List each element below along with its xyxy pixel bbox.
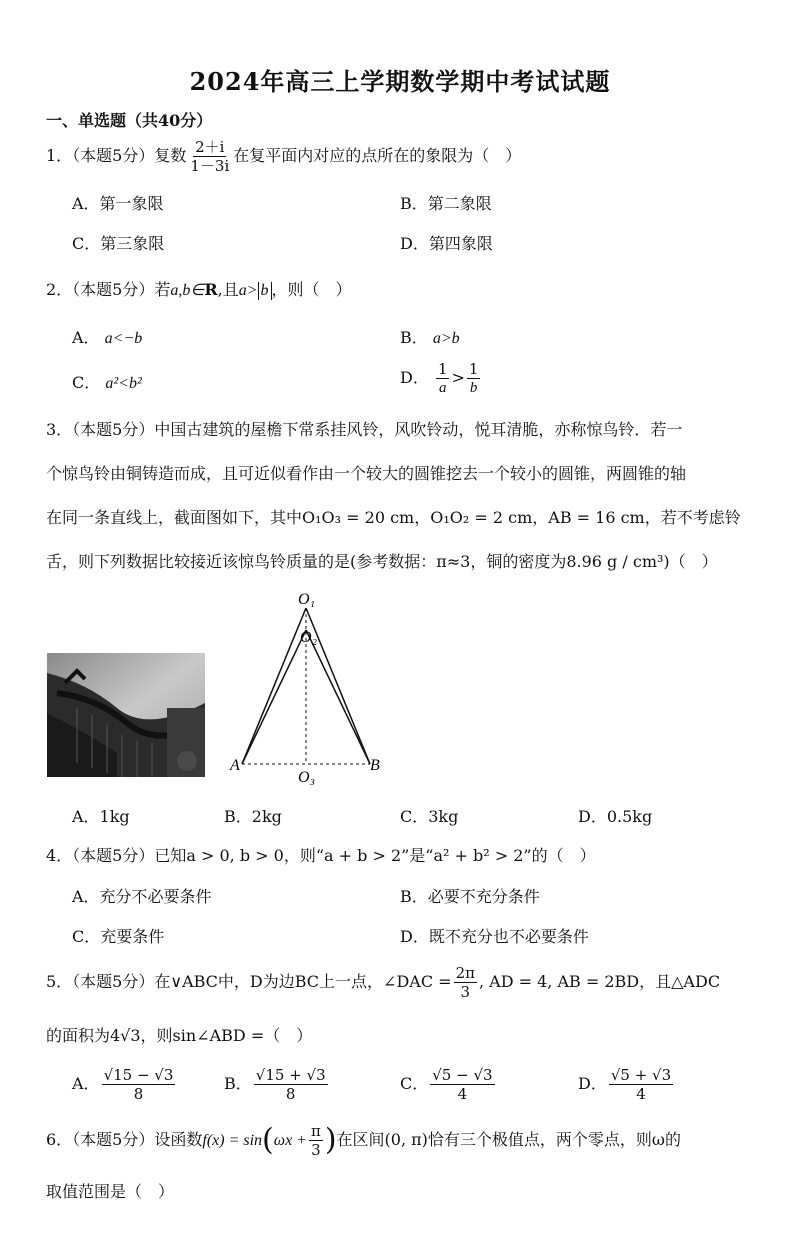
q5-option-b-num: √15 + √3 [255,1066,326,1084]
q3-option-c[interactable]: C．3kg [400,807,459,826]
q5-option-d-num: √5 + √3 [610,1066,672,1084]
q5-option-d[interactable] [578,1066,675,1103]
question-4-stem: 4．（本题5分）已知a > 0, b > 0，则“a + b > 2”是“a² + b² > 2”的（ ） [46,846,596,865]
q5-angle-fraction [454,964,477,1001]
q5-option-a-label: A． [72,1074,100,1093]
inner-right-edge [306,630,370,764]
q4-option-c[interactable]: C．充要条件 [72,927,165,946]
outer-left-edge [242,608,306,764]
q6-inner-expr: ωx + [273,1132,307,1149]
q5-option-d-frac [609,1066,673,1103]
q6-tail: 在区间(0, π)恰有三个极值点，两个零点，则ω的 [336,1130,681,1149]
q2-mid: ,且 [217,280,239,299]
q3-option-a[interactable]: A．1kg [72,807,130,826]
q5-option-d-den: 4 [636,1085,646,1103]
q2-option-b-expr: a>b [432,330,460,347]
q4-option-d[interactable]: D．既不充分也不必要条件 [400,927,589,946]
q2-lead: 2．（本题5分）若 [46,280,171,299]
q3-option-d[interactable]: D．0.5kg [578,807,653,826]
q1-option-d[interactable]: D．第四象限 [400,234,493,253]
q2-d-den2: b [469,380,478,396]
q1-denominator: 1－3i [190,157,230,175]
q4-option-b[interactable]: B．必要不充分条件 [400,887,540,906]
q3-line-3: 在同一条直线上，截面图如下，其中O₁O₃ = 20 cm，O₁O₂ = 2 cm，AB = 16 cm，若不考虑铃 [46,508,741,527]
q5-option-c[interactable] [400,1066,497,1103]
q2-abs-b: b [258,282,272,300]
q2-option-d-frac1 [436,360,450,397]
q5-option-c-den: 4 [457,1085,468,1103]
question-1-stem [46,134,756,178]
q2-option-a[interactable] [72,327,142,350]
q5-option-a[interactable] [72,1066,177,1103]
q2-d-num1: 1 [437,360,448,378]
q5-lead: 5．（本题5分）在∨ABC中，D为边BC上一点，∠DAC = [46,972,452,991]
q2-option-a-expr: a<−b [104,330,143,347]
q5-option-b-frac [254,1066,328,1103]
q5-denominator: 3 [460,983,471,1001]
q2-tail: ，则（ ） [271,280,352,299]
bell-cross-section-diagram [228,588,398,788]
q2-inequality: a> [238,282,258,299]
q6-line-2: 取值范围是（ ） [46,1182,175,1201]
q4-option-a[interactable]: A．充分不必要条件 [72,887,212,906]
question-5-stem [46,960,756,1004]
q5-option-b-den: 8 [285,1085,296,1103]
q6-numerator: π [310,1122,321,1140]
section-heading: 一、单选题（共40分） [46,111,213,130]
q3-line-2: 个惊鸟铃由铜铸造而成，且可近似看作由一个较大的圆锥挖去一个较小的圆锥，两圆锥的轴 [46,464,687,483]
label-o1: O₁ [298,591,316,608]
q5-tail: , AD = 4, AB = 2BD，且△ADC [478,972,721,991]
q2-option-c-label: C． [72,373,101,392]
question-6-stem [46,1118,756,1163]
q3-line-1: 3．（本题5分）中国古建筑的屋檐下常系挂风铃，风吹铃动，悦耳清脆，亦称惊鸟铃．若一 [46,420,683,439]
q6-close-paren: ) [324,1122,337,1158]
q3-option-b[interactable]: B．2kg [224,807,282,826]
cross-section-svg [228,588,398,788]
q1-fraction [188,138,231,175]
eave-photo [47,653,205,777]
q2-d-gt: > [451,368,465,387]
q1-numerator: 2＋i [195,138,225,156]
q5-option-a-frac [102,1066,176,1103]
q5-line-2: 的面积为4√3，则sin∠ABD =（ ） [46,1026,313,1045]
q1-option-b[interactable]: B．第二象限 [400,194,492,213]
q5-option-c-num: √5 − √3 [432,1066,493,1084]
page-title: 2024年高三上学期数学期中考试试题 [189,67,611,96]
q2-option-d[interactable] [400,360,482,397]
q5-option-c-label: C． [400,1074,429,1093]
question-2-stem [46,268,756,313]
q2-option-a-label: A． [72,328,100,347]
q2-option-c[interactable] [72,372,142,395]
q5-option-a-num: √15 − √3 [103,1066,174,1084]
q2-option-b-label: B． [400,328,428,347]
q5-numerator: 2π [455,964,475,982]
inner-left-edge [242,630,306,764]
label-a: A [230,757,240,774]
q6-open-paren: ( [262,1122,274,1158]
q5-option-b-label: B． [224,1074,252,1093]
q2-d-den1: a [438,380,447,396]
q6-phase-fraction [309,1122,323,1159]
label-b: B [370,757,380,774]
q2-set-symbol: R [204,280,218,299]
q1-tail: 在复平面内对应的点所在的象限为（ ） [233,146,522,165]
q1-option-a[interactable]: A．第一象限 [72,194,164,213]
q6-function: f(x) = sin [202,1132,263,1149]
eave-photo-illustration [47,653,205,777]
q5-option-d-label: D． [578,1074,607,1093]
q2-condition: a,b∈ [170,282,205,299]
q5-option-b[interactable] [224,1066,330,1103]
q2-option-c-expr: a²<b² [105,375,142,392]
label-o3: O₃ [298,769,316,786]
q2-option-b[interactable] [400,327,460,350]
q1-option-c[interactable]: C．第三象限 [72,234,165,253]
label-o2: O₂ [300,629,318,646]
q1-lead: 1．（本题5分）复数 [46,146,187,165]
q2-option-d-frac2 [467,360,481,397]
q2-d-num2: 1 [468,360,479,378]
q6-denominator: 3 [311,1141,321,1159]
q3-line-4: 舌，则下列数据比较接近该惊鸟铃质量的是(参考数据：π≈3，铜的密度为8.96 g / cm³)（ ） [46,552,718,571]
q5-option-a-den: 8 [133,1085,144,1103]
q6-lead: 6．（本题5分）设函数 [46,1130,203,1149]
q2-option-d-label: D． [400,368,429,387]
q5-option-c-frac [430,1066,494,1103]
